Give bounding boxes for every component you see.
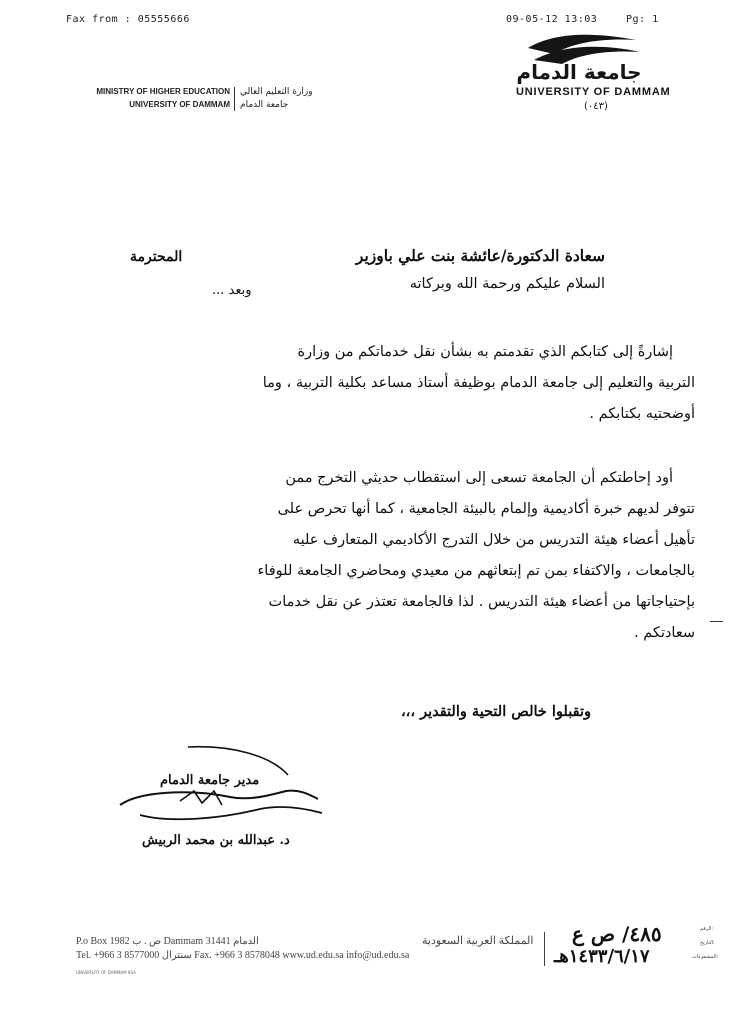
fax-datetime: 09-05-12 13:03 — [506, 14, 598, 25]
footer-tiny-text: UNIVERSITY OF DAMMAM KSA — [76, 970, 136, 975]
fax-from: Fax from : 05555666 — [66, 14, 190, 25]
label-attachments: المشفوعات: — [692, 954, 719, 960]
label-date: التاريخ: — [700, 940, 715, 946]
logo-arabic-name: جامعة الدمام — [516, 60, 642, 84]
paragraph-1 — [135, 337, 695, 430]
university-logo — [516, 30, 696, 120]
reference-number: ٤٨٥/ ص ع — [572, 922, 662, 946]
handwritten-signature-icon — [110, 745, 330, 835]
greeting: السلام عليكم ورحمة الله وبركاته — [409, 276, 605, 292]
paragraph-2 — [135, 463, 695, 649]
signatory-title: مدير جامعة الدمام — [160, 773, 260, 788]
footer-address-line: P.o Box 1982 ص . ب Dammam 31441 الدمام — [76, 936, 259, 947]
ministry-ar-line2: جامعة الدمام — [240, 100, 289, 110]
paragraph-2-line: تأهيل أعضاء هيئة التدريس من خلال التدرج الأكاديمي المتعارف عليه — [292, 532, 695, 548]
after-greeting: وبعد ... — [212, 283, 252, 298]
paragraph-2-line: بإحتياجاتها من أعضاء هيئة التدريس . لذا فالجامعة تعتذر عن نقل خدمات — [268, 594, 695, 610]
logo-english-name: UNIVERSITY OF DAMMAM — [516, 86, 671, 98]
paragraph-2-line: أود إحاطتكم أن الجامعة تسعى إلى استقطاب حديثي التخرج ممن — [285, 470, 673, 486]
recipient-name: سعادة الدكتورة/عائشة بنت علي باوزير — [355, 246, 605, 265]
footer-contact-line: Tel. +966 3 8577000 سنترال Fax. +966 3 8578048 www.ud.edu.sa info@ud.edu.sa — [76, 950, 410, 961]
closing-line: وتقبلوا خالص التحية والتقدير ،،، — [400, 703, 591, 720]
footer — [76, 922, 736, 992]
signature-block — [110, 745, 330, 865]
label-number: الرقم: — [700, 926, 714, 932]
paragraph-1-line: إشارةً إلى كتابكم الذي تقدمتم به بشأن نقل خدماتكم من وزارة — [297, 344, 673, 360]
paragraph-2-line: تتوفر لديهم خبرة أكاديمية وإلمام بالبيئة الجامعية ، كما أنها تحرص على — [277, 501, 695, 517]
ministry-divider — [234, 87, 235, 111]
paragraph-2-line: سعادتكم . — [634, 625, 695, 641]
logo-code: (٠٤٣) — [584, 101, 608, 112]
ministry-ar-line1: وزارة التعليم العالي — [240, 87, 313, 97]
reference-date: ١٤٣٣/٦/١٧هـ — [554, 946, 650, 967]
footer-country: المملكة العربية السعودية — [422, 935, 534, 947]
signatory-name: د. عبدالله بن محمد الربيش — [142, 833, 290, 848]
ministry-en-line1: MINISTRY OF HIGHER EDUCATION — [96, 87, 230, 96]
paragraph-1-line: أوضحتيه بكتابكم . — [589, 406, 695, 422]
paragraph-1-line: التربية والتعليم إلى جامعة الدمام بوظيفة أستاذ مساعد بكلية التربية ، وما — [262, 375, 695, 391]
paragraph-2-line: بالجامعات ، والاكتفاء بمن تم إبتعاثهم من معيدي ومحاضري الجامعة للوفاء — [257, 563, 695, 579]
fax-page: Pg: 1 — [626, 14, 659, 25]
margin-mark: ــــ — [710, 612, 723, 625]
ministry-en-line2: UNIVERSITY OF DAMMAM — [129, 100, 230, 109]
recipient-honorific: المحترمة — [130, 249, 183, 265]
footer-divider — [544, 932, 545, 966]
